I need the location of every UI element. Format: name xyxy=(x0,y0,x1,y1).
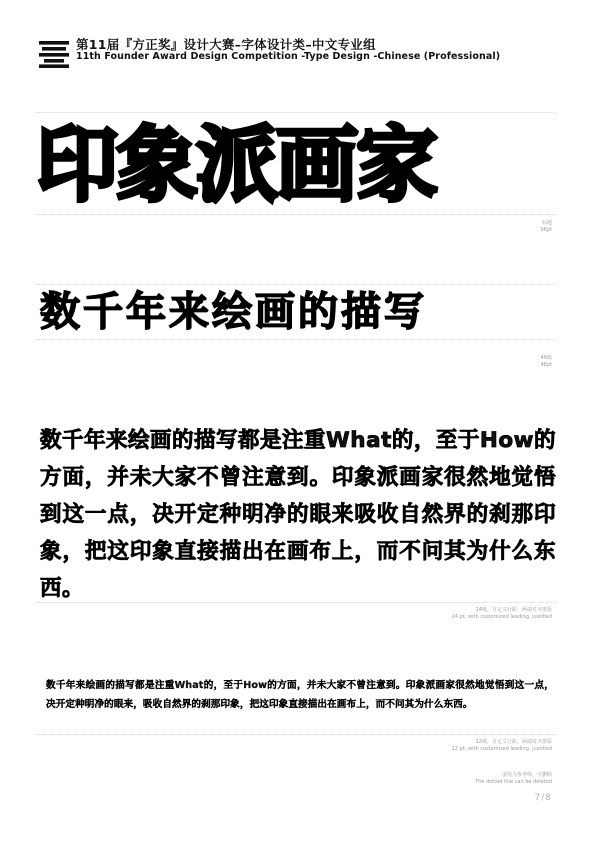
dotted-line-note: 虚线为参考线，可删除 The dotted line can be deleted xyxy=(475,772,552,785)
guide-line xyxy=(36,734,556,735)
body-sample-24pt: 数千年来绘画的描写都是注重What的，至于How的方面，并未大家不曾注意到。印象派画家很然地觉悟到这一点，决开定种明净的眼来吸收自然界的刹那印象，把这印象直接描出在画布上，而不问其为什么东西。 xyxy=(40,428,556,601)
spec-label-96pt: 标题 96pt xyxy=(540,220,552,233)
spec-label-24pt: 24级，自定义行距，两端对齐排版 24 pt, with customized leading, justified xyxy=(451,607,552,620)
guide-line xyxy=(36,339,556,340)
guide-line xyxy=(36,284,556,285)
spec-label-12pt: 12级，自定义行距，两端对齐排版 12 pt, with customized leading, justified xyxy=(451,739,552,752)
spec-label-48pt: 48级 48pt xyxy=(540,355,552,368)
title-sample-96pt: 印象派画家 xyxy=(36,118,437,213)
header-title-english: 11th Founder Award Design Competition -Type Design -Chinese (Professional) xyxy=(76,51,501,63)
guide-line xyxy=(36,214,556,215)
body-sample-12pt: 数千年来绘画的描写都是注重What的，至于How的方面，并未大家不曾注意到。印象派画家很然地觉悟到这一点，决开定种明净的眼来，吸收自然界的刹那印象，把这印象直接描出在画布上，而不问其为什么东西。 xyxy=(46,680,554,710)
competition-header xyxy=(38,38,500,68)
founder-logo-icon xyxy=(38,40,70,68)
header-title-chinese: 第11届『方正奖』设计大赛–字体设计类–中文专业组 xyxy=(76,37,376,52)
subtitle-sample-48pt: 数千年来绘画的描写 xyxy=(40,289,427,335)
guide-line xyxy=(36,602,556,603)
page-number: 7/8 xyxy=(534,793,552,803)
guide-line xyxy=(36,112,556,113)
